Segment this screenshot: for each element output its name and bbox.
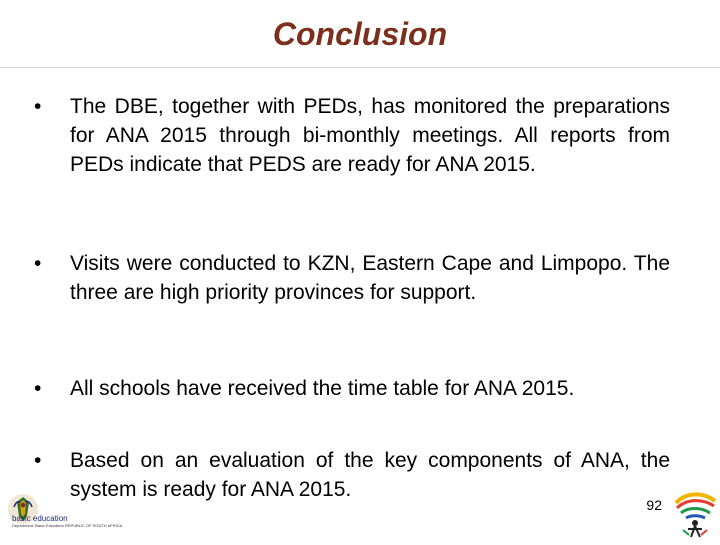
title-area (0, 14, 720, 58)
page-number: 92 (646, 497, 662, 513)
bullet-icon: • (34, 95, 42, 118)
bullet-item (34, 374, 688, 403)
bullet-item (34, 446, 688, 504)
brand-text: basic education (12, 514, 68, 523)
bullet-icon: • (34, 449, 42, 472)
bullet-text: Based on an evaluation of the key components of ANA, the system is ready for ANA 2015. (70, 449, 670, 501)
bullet-item (34, 249, 688, 307)
page-title: Conclusion (272, 16, 448, 52)
bullet-text: The DBE, together with PEDs, has monitored the preparations for ANA 2015 through bi-monthly meetings. All reports from PEDs indicate that PEDS are ready for ANA 2015. (70, 95, 670, 176)
anniversary-logo (671, 485, 720, 540)
bullet-item (34, 92, 688, 179)
bullet-icon: • (34, 252, 42, 275)
bullet-text: All schools have received the time table for ANA 2015. (70, 377, 575, 400)
brand-subtitle: Department: Basic Education REPUBLIC OF SOUTH AFRICA (12, 523, 123, 528)
anniversary-logo-icon (671, 485, 720, 540)
bullet-text: Visits were conducted to KZN, Eastern Cape and Limpopo. The three are high priority provinces for support. (70, 252, 670, 304)
department-logo (6, 492, 122, 536)
bullet-icon: • (34, 377, 42, 400)
title-divider (0, 67, 720, 68)
